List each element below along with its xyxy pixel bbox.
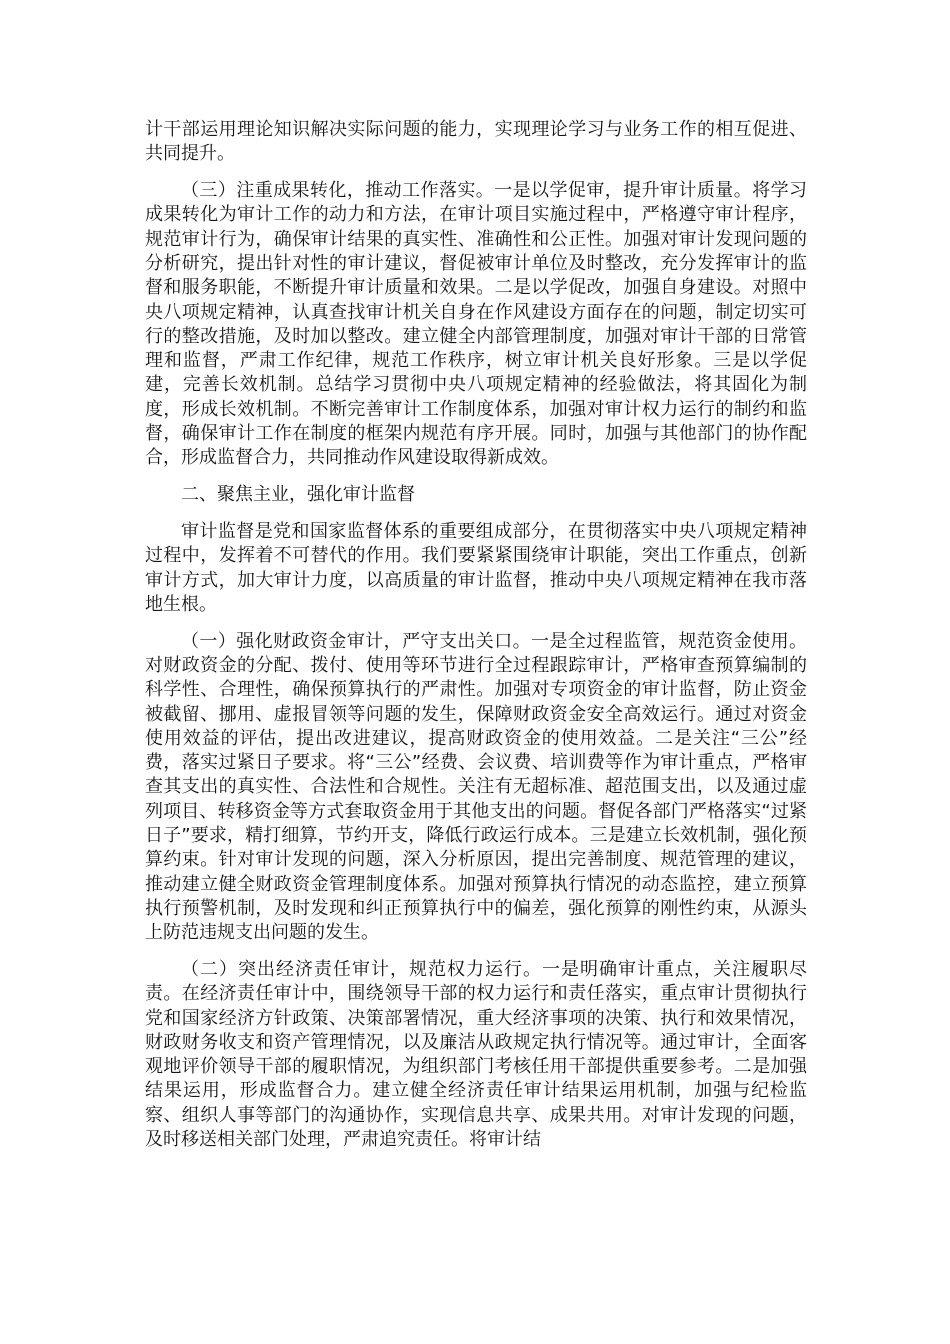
paragraph-section-three: （三）注重成果转化，推动工作落实。一是以学促审，提升审计质量。将学习成果转化为审计工作的动力和方法，在审计项目实施过程中，严格遵守审计程序，规范审计行为，确保审计结果的真实性、准确性和公正性。加强对审计发现问题的分析研究，提出针对性的审计建议，督促被审计单位及时整改，充分发挥审计的监督和服务职能，不断提升审计质量和效果。二是以学促改，加强自身建设。对照中央八项规定精神，认真查找审计机关自身在作风建设方面存在的问题，制定切实可行的整改措施，及时加以整改。建立健全内部管理制度，加强对审计干部的日常管理和监督，严肃工作纪律，规范工作秩序，树立审计机关良好形象。三是以学促建，完善长效机制。总结学习贯彻中央八项规定精神的经验做法，将其固化为制度，形成长效机制。不断完善审计工作制度体系，加强对审计权力运行的制约和监督，确保审计工作在制度的框架内规范有序开展。同时，加强与其他部门的协作配合，形成监督合力，共同推动作风建设取得新成效。 bbox=[145, 180, 807, 469]
paragraph-subsection-one: （一）强化财政资金审计，严守支出关口。一是全过程监管，规范资金使用。对财政资金的分配、拨付、使用等环节进行全过程跟踪审计，严格审查预算编制的科学性、合理性，确保预算执行的严肃性。加强对专项资金的审计监督，防止资金被截留、挪用、虚报冒领等问题的发生，保障财政资金安全高效运行。通过对资金使用效益的评估，提出改进建议，提高财政资金的使用效益。二是关注“三公”经费，落实过紧日子要求。将“三公”经费、会议费、培训费等作为审计重点，严格审查其支出的真实性、合法性和合规性。关注有无超标准、超范围支出，以及通过虚列项目、转移资金等方式套取资金用于其他支出的问题。督促各部门严格落实“过紧日子”要求，精打细算，节约开支，降低行政运行成本。三是建立长效机制，强化预算约束。针对审计发现的问题，深入分析原因，提出完善制度、规范管理的建议，推动建立健全财政资金管理制度体系。加强对预算执行情况的动态监控，建立预算执行预警机制，及时发现和纠正预算执行中的偏差，强化预算的刚性约束，从源头上防范违规支出问题的发生。 bbox=[145, 630, 807, 944]
paragraph-subsection-two: （二）突出经济责任审计，规范权力运行。一是明确审计重点，关注履职尽责。在经济责任审计中，围绕领导干部的权力运行和责任落实，重点审计贯彻执行党和国家经济方针政策、决策部署情况，重大经济事项的决策、执行和效果情况，财政财务收支和资产管理情况，以及廉洁从政规定执行情况等。通过审计，全面客观地评价领导干部的履职情况，为组织部门考核任用干部提供重要参考。二是加强结果运用，形成监督合力。建立健全经济责任审计结果运用机制，加强与纪检监察、组织人事等部门的沟通协作，实现信息共享、成果共用。对审计发现的问题，及时移送相关部门处理，严肃追究责任。将审计结 bbox=[145, 959, 807, 1151]
paragraph-continuation: 计干部运用理论知识解决实际问题的能力，实现理论学习与业务工作的相互促进、共同提升。 bbox=[145, 119, 807, 165]
section-heading: 二、聚焦主业，强化审计监督 bbox=[181, 484, 415, 506]
document-body bbox=[145, 118, 807, 1165]
paragraph-intro: 审计监督是党和国家监督体系的重要组成部分，在贯彻落实中央八项规定精神过程中，发挥着不可替代的作用。我们要紧紧围绕审计职能，突出工作重点，创新审计方式，加大审计力度，以高质量的审计监督，推动中央八项规定精神在我市落地生根。 bbox=[145, 520, 807, 615]
